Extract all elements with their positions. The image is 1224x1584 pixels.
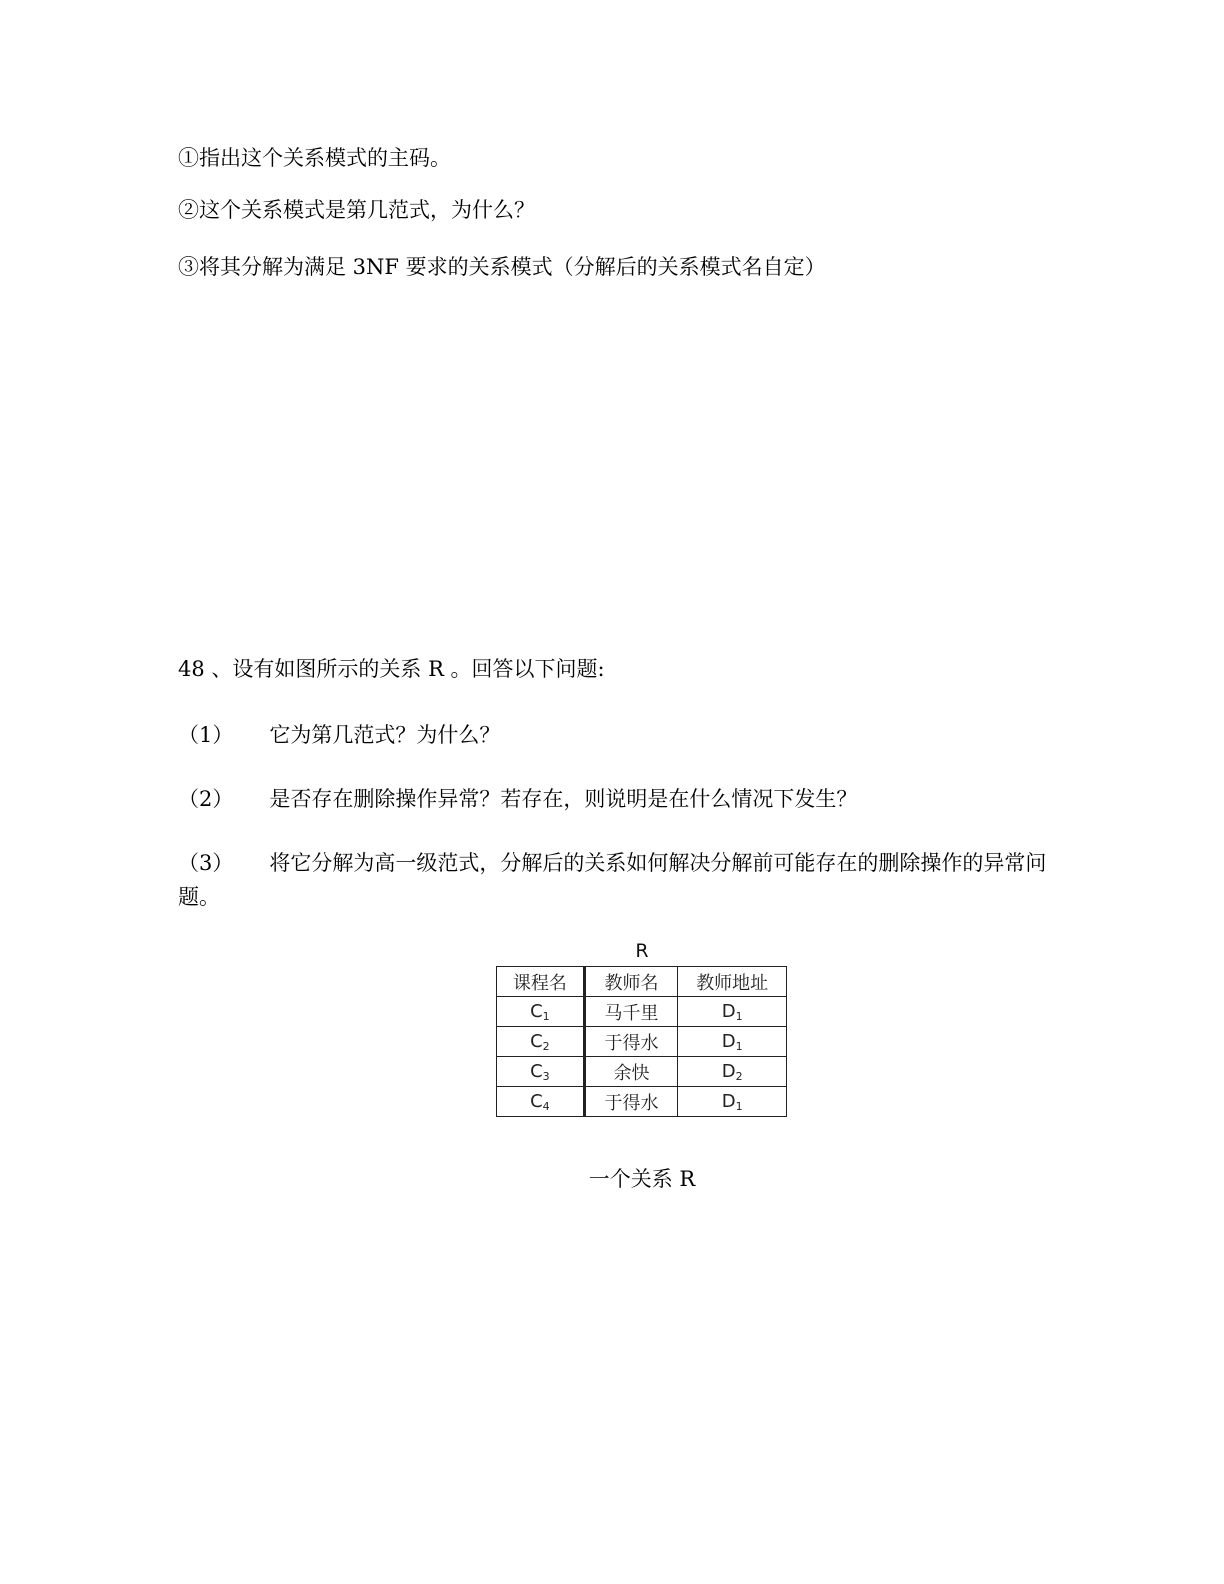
- question-item-3: ③将其分解为满足 3NF 要求的关系模式（分解后的关系模式名自定）: [178, 255, 826, 279]
- sub-1-text: 它为第几范式？为什么？: [269, 723, 501, 747]
- cell-address: $D_1$: [678, 1087, 787, 1117]
- cell-address: $D_1$: [678, 1027, 787, 1057]
- cell-teacher: 马千里: [584, 997, 678, 1027]
- question-item-1: ①指出这个关系模式的主码。: [178, 146, 451, 170]
- cell-course: $C_4$: [497, 1087, 585, 1117]
- figure-title: R: [635, 940, 649, 962]
- sub-3-number: （3）: [178, 851, 234, 875]
- question-item-2: ②这个关系模式是第几范式，为什么？: [178, 198, 535, 222]
- relation-table: [496, 966, 787, 1117]
- header-teacher: 教师名: [584, 967, 678, 997]
- question-48-sub-1: [178, 718, 500, 752]
- table-row: [497, 997, 787, 1027]
- table-row: [497, 1087, 787, 1117]
- relation-figure: [496, 938, 788, 1117]
- sub-2-number: （2）: [178, 787, 234, 811]
- question-48-sub-2: [178, 782, 857, 816]
- sub-3-text: 将它分解为高一级范式，分解后的关系如何解决分解前可能存在的删除操作的异常问题。: [178, 851, 1047, 909]
- sub-1-number: （1）: [178, 723, 234, 747]
- table-header-row: [497, 967, 787, 997]
- table-row: [497, 1057, 787, 1087]
- question-48-sub-3: [178, 846, 1048, 914]
- header-course: 课程名: [497, 967, 585, 997]
- cell-address: $D_2$: [678, 1057, 787, 1087]
- cell-course: $C_3$: [497, 1057, 585, 1087]
- cell-address: $D_1$: [678, 997, 787, 1027]
- cell-teacher: 于得水: [584, 1027, 678, 1057]
- table-row: [497, 1027, 787, 1057]
- header-address: 教师地址: [678, 967, 787, 997]
- cell-course: $C_2$: [497, 1027, 585, 1057]
- cell-course: $C_1$: [497, 997, 585, 1027]
- cell-teacher: 于得水: [584, 1087, 678, 1117]
- question-48-stem: 48 、设有如图所示的关系 R 。回答以下问题:: [178, 657, 605, 681]
- cell-teacher: 余快: [584, 1057, 678, 1087]
- sub-2-text: 是否存在删除操作异常？若存在，则说明是在什么情况下发生？: [269, 787, 858, 811]
- figure-caption: 一个关系 R: [588, 1167, 696, 1191]
